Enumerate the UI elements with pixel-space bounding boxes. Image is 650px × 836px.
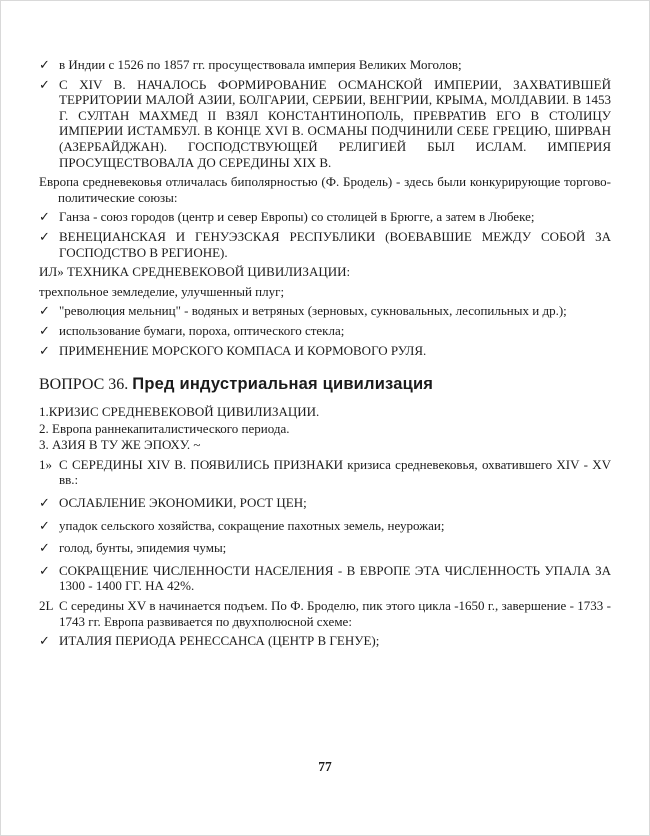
sub-heading: ИЛ» ТЕХНИКА СРЕДНЕВЕКОВОЙ ЦИВИЛИЗАЦИИ: <box>39 264 351 280</box>
list-item <box>39 229 611 260</box>
list-item-text: упадок сельского хозяйства, сокращение пахотных земель, неурожаи; <box>59 517 445 533</box>
list-item-text: ИТАЛИЯ ПЕРИОДА РЕНЕССАНСА (ЦЕНТР В ГЕНУЕ); <box>59 633 380 649</box>
numbered-item: 1.КРИЗИС СРЕДНЕВЕКОВОЙ ЦИВИЛИЗАЦИИ. <box>39 404 320 420</box>
list-item <box>39 303 611 319</box>
paragraph: Европа средневековья отличалась биполярностью (Ф. Бродель) - здесь были конкурирующие торгово-политические союзы: <box>39 174 611 205</box>
list-item-text: СОКРАЩЕНИЕ ЧИСЛЕННОСТИ НАСЕЛЕНИЯ - В ЕВРОПЕ ЭТА ЧИСЛЕННОСТЬ УПАЛА ЗА 1300 - 1400 ГГ. НА 42%. <box>59 562 611 594</box>
checkmark-icon: ✓ <box>39 303 50 319</box>
checkmark-icon: ✓ <box>39 562 50 578</box>
checkmark-icon: ✓ <box>39 209 50 225</box>
paragraph-text: С середины XV в начинается подъем. По Ф. Броделю, пик этого цикла -1650 г., завершение - 1733 - 1743 гг. Европа развивается по двухполюсной схеме: <box>59 598 611 629</box>
list-item-text: голод, бунты, эпидемия чумы; <box>59 540 227 556</box>
list-item <box>39 563 611 594</box>
list-item <box>39 495 611 511</box>
checkmark-icon: ✓ <box>39 322 50 338</box>
item-number-marker: 2L <box>39 598 54 614</box>
list-item-text: Ганза - союз городов (центр и север Европы) со столицей в Брюгге, а затем в Любеке; <box>59 209 535 225</box>
list-item-text: в Индии с 1526 по 1857 гг. просуществовала империя Великих Моголов; <box>59 57 462 72</box>
page-number: 77 <box>318 759 332 775</box>
list-item <box>39 77 611 171</box>
checkmark-icon: ✓ <box>39 342 50 358</box>
section-heading <box>39 374 611 395</box>
numbered-item: 3. АЗИЯ В ТУ ЖЕ ЭПОХУ. ~ <box>39 437 201 453</box>
list-item-text: ВЕНЕЦИАНСКАЯ И ГЕНУЭЗСКАЯ РЕСПУБЛИКИ (ВОЕВАВШИЕ МЕЖДУ СОБОЙ ЗА ГОСПОДСТВО В РЕГИОНЕ). <box>59 228 611 260</box>
list-item <box>39 209 611 225</box>
checkmark-icon: ✓ <box>39 228 50 244</box>
list-item-text: ПРИМЕНЕНИЕ МОРСКОГО КОМПАСА И КОРМОВОГО РУЛЯ. <box>59 342 427 358</box>
paragraph-text: С СЕРЕДИНЫ XIV В. ПОЯВИЛИСЬ ПРИЗНАКИ кризиса средневековья, охватившего XIV - XV вв.: <box>59 456 611 488</box>
checkmark-icon: ✓ <box>39 517 50 533</box>
list-item-text: С XIV В. НАЧАЛОСЬ ФОРМИРОВАНИЕ ОСМАНСКОЙ ИМПЕРИИ, ЗАХВАТИВШЕЙ ТЕРРИТОРИИ МАЛОЙ АЗИИ, БОЛГАРИИ, СЕРБИИ, ВЕНГРИИ, КРЫМА, МОЛДАВИИ. В 1453 Г. СУЛТАН МАХМЕД II ВЗЯЛ КОНСТАНТИНОПОЛЬ, ПРЕВРАТИВ ЕГО В СТОЛИЦУ ИМПЕРИИ ИСТАМБУЛ. В КОНЦЕ XVI В. ОСМАНЫ ПОДЧИНИЛИ СЕБЕ ГРЕЦИЮ, ШИРВАН (АЗЕРБАЙДЖАН). ГОСПОДСТВУЮЩЕЙ РЕЛИГИЕЙ БЫЛ ИСЛАМ. ИМПЕРИЯ ПРОСУЩЕСТВОВАЛА ДО СЕРЕДИНЫ XIX В. <box>59 76 611 170</box>
list-item <box>39 57 611 73</box>
list-item <box>39 633 611 649</box>
list-item-text: "революция мельниц" - водяных и ветряных (зерновых, сукновальных, лесопильных и др.); <box>59 303 567 319</box>
list-item <box>39 343 611 359</box>
checkmark-icon: ✓ <box>39 633 50 649</box>
checkmark-icon: ✓ <box>39 495 50 511</box>
list-item-text: ОСЛАБЛЕНИЕ ЭКОНОМИКИ, РОСТ ЦЕН; <box>59 495 307 511</box>
list-item <box>39 540 611 556</box>
numbered-paragraph <box>39 457 611 488</box>
checkmark-icon: ✓ <box>39 76 50 92</box>
list-item <box>39 323 611 339</box>
checkmark-icon: ✓ <box>39 57 50 72</box>
section-number: ВОПРОС 36. <box>39 376 129 394</box>
paragraph: трехпольное земледелие, улучшенный плуг; <box>39 283 285 299</box>
section-title: Пред индустриальная цивилизация <box>132 375 434 394</box>
checkmark-icon: ✓ <box>39 540 50 556</box>
item-number-marker: 1» <box>39 456 52 472</box>
list-item-text: использование бумаги, пороха, оптического стекла; <box>59 322 345 338</box>
numbered-paragraph <box>39 598 611 629</box>
list-item <box>39 518 611 534</box>
numbered-item: 2. Европа раннекапиталистического периода. <box>39 420 290 436</box>
